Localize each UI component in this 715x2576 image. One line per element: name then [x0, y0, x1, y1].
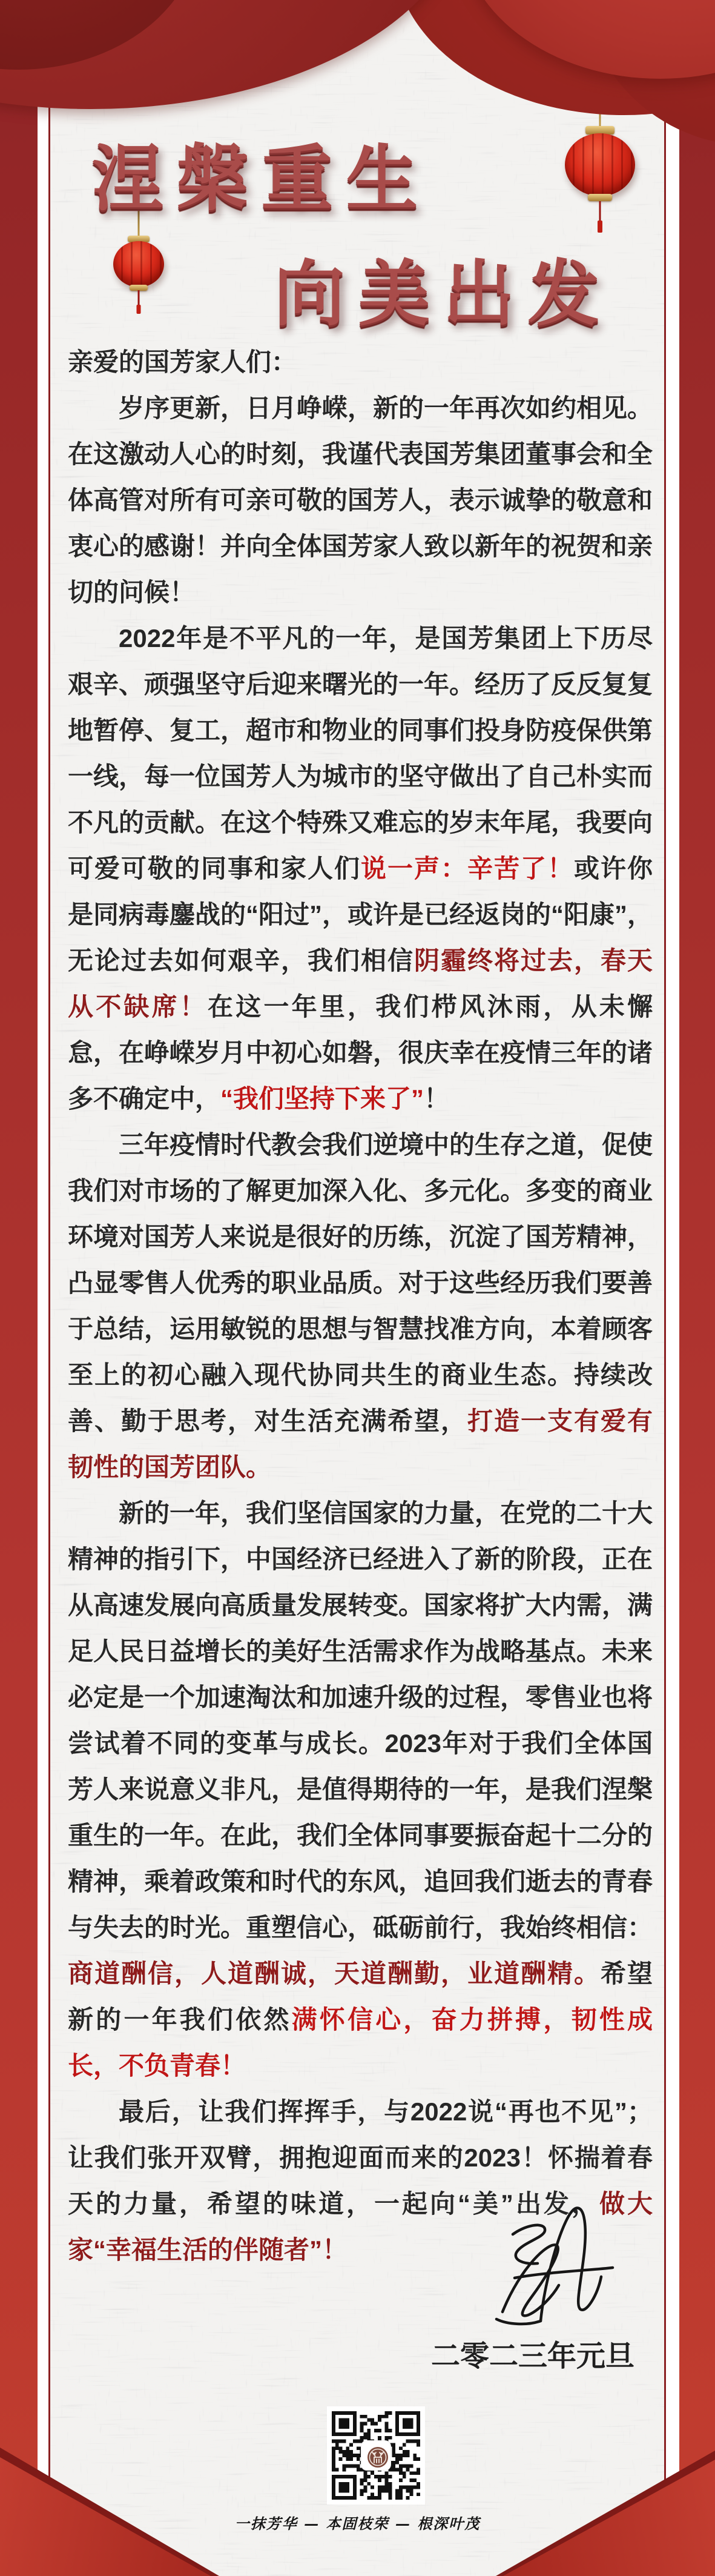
inner-frame-line-left — [48, 0, 50, 2576]
lantern-tassel — [138, 290, 140, 306]
text-segment-normal: 新的一年，我们坚信国家的力量，在党的二十大精神的指引下，中国经济已经进入了新的阶段，正在从高速发展向高质量发展转变。国家将扩大内需，满足人民日益增长的美好生活需求作为战略基点。未来必定是一个加速淘汰和加速升级的过程，零售业也将尝试着不同的变革与成长。2023年对于我们全体国芳人来说意义非凡，是值得期待的一年，是我们涅槃重生的一年。在此，我们全体同事要振奋起十二分的精神，乘着政策和时代的东风，追回我们逝去的青春与失去的时光。重塑信心，砥砺前行，我始终相信： — [68, 1499, 653, 1942]
letter-body — [68, 339, 653, 2273]
text-segment-normal: 在这一年里，我们栉风沐雨，从未懈怠，在峥嵘岁月中初心如磐，很庆幸在疫情三年的诸多不确定中， — [68, 992, 653, 1113]
text-segment-normal: 岁序更新，日月峥嵘，新的一年再次如约相见。在这激动人心的时刻，我谨代表国芳集团董事会和全体高管对所有可亲可敬的国芳人，表示诚挚的敬意和衷心的感谢！并向全体国芳家人致以新年的祝贺和亲切的问候！ — [68, 394, 653, 606]
text-segment-normal: 希望新的一年我们依然 — [68, 1959, 653, 2034]
lantern-tassel-knob — [137, 305, 141, 314]
paragraph — [68, 385, 653, 616]
lantern-body — [113, 241, 164, 287]
deer-seal-icon — [361, 2441, 390, 2470]
text-segment-red: 说一声：辛苦了！ — [360, 854, 574, 883]
text-segment-maroon: 打造一支有爱有韧性的国芳团队。 — [68, 1407, 653, 1481]
paragraph — [68, 1490, 653, 2089]
text-segment-maroon: 阴霾终将过去，春天从不缺席！ — [68, 946, 653, 1021]
paragraph — [68, 1122, 653, 1490]
text-segment-maroon: 做大家“幸福生活的伴随者”！ — [68, 2189, 653, 2264]
text-segment-normal: 或许你是同病毒鏖战的“阳过”，或许是已经返岗的“阳康”，无论过去如何艰辛，我们相信 — [68, 854, 653, 975]
lantern-tassel — [599, 201, 601, 222]
red-lantern-icon-left — [113, 211, 164, 315]
text-segment-red: 满怀信心，奋力拼搏，韧性成长，不负青春！ — [68, 2005, 653, 2080]
text-segment-normal: 三年疫情时代教会我们逆境中的生存之道，促使我们对市场的了解更加深入化、多元化。多变的商业环境对国芳人来说是很好的历练，沉淀了国芳精神，凸显零售人优秀的职业品质。对于这些经历我们要善于总结，运用敏锐的思想与智慧找准方向，本着顾客至上的初心融入现代协同共生的商业生态。持续改善、勤于思考，对生活充满希望， — [68, 1130, 653, 1435]
letter-paragraphs — [68, 385, 653, 2273]
salutation: 亲爱的国芳家人们： — [68, 348, 297, 376]
text-segment-normal: 最后，让我们挥挥手，与2022说“再也不见”；让我们张开双臂，拥抱迎面而来的2023！怀揣着春天的力量，希望的味道，一起向“美”出发， — [68, 2097, 653, 2218]
text-segment-red: “我们坚持下来了” — [220, 1084, 424, 1113]
page-title-line2: 向美出发 — [274, 254, 613, 334]
lantern-cap-bottom — [588, 194, 612, 201]
chairman-signature — [481, 2190, 627, 2332]
lantern-tassel-knob — [598, 221, 602, 233]
text-segment-normal: ！ — [424, 1084, 450, 1113]
inner-frame-line-right — [664, 0, 666, 2576]
text-segment-normal: 2022年是不平凡的一年，是国芳集团上下历尽艰辛、顽强坚守后迎来曙光的一年。经历了反反复复地暂停、复工，超市和物业的同事们投身防疫保供第一线，每一位国芳人为城市的坚守做出了自己朴实而不凡的贡献。在这个特殊又难忘的岁末年尾，我要向可爱可敬的同事和家人们 — [68, 624, 653, 883]
lantern-body — [565, 133, 635, 196]
brand-tagline: 一抹芳华 — 本固枝荣 — 根深叶茂 — [234, 2515, 481, 2532]
signature-date: 二零二三年元旦 — [430, 2340, 634, 2372]
qr-code — [327, 2406, 425, 2505]
text-segment-maroon: 商道酬信，人道酬诚，天道酬勤，业道酬精。 — [68, 1959, 601, 1988]
paragraph — [68, 616, 653, 1122]
page-title-line1: 涅槃重生 — [92, 139, 432, 219]
